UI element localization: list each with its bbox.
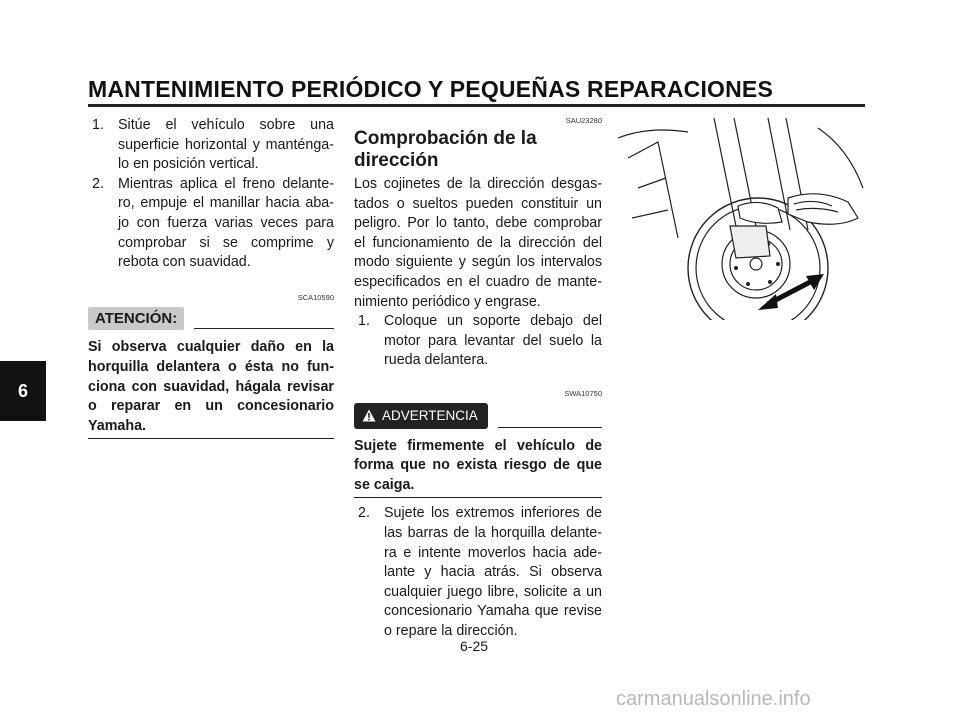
atencion-label: ATENCIÓN: xyxy=(88,307,184,331)
step-text: Coloque un soporte debajo del motor para levantar del suelo la rueda delantera. xyxy=(384,313,602,369)
notice-header-rule xyxy=(194,328,334,329)
warning-text: Sujete firmemente el vehículo de forma que no exista riesgo de que se caiga. xyxy=(354,437,602,493)
notice-text: Si observa cualquier daño en la horquilla delantera o ésta no fun-ciona con suavidad, hágala revisar o reparar en un concesionario Yamaha. xyxy=(88,339,334,434)
notice-header xyxy=(88,307,334,331)
advertencia-text: ADVERTENCIA xyxy=(382,407,478,423)
right-column xyxy=(354,116,602,641)
warning-header xyxy=(354,403,602,429)
list-item xyxy=(88,175,334,273)
step-number: 1. xyxy=(358,313,370,330)
section-intro: Los cojinetes de la dirección desgas-tados o sueltos pueden constituir un peligro. Por lo tanto, debe comprobar el funcionamiento de la dirección del modo siguiente y según los intervalos especificados en el cuadro de mante-nimiento periódico y engrase. xyxy=(354,176,602,310)
chapter-tab: 6 xyxy=(0,361,46,421)
page-number: 6-25 xyxy=(460,638,489,654)
left-column xyxy=(88,116,334,439)
step-number: 2. xyxy=(358,505,370,522)
step-number: 2. xyxy=(92,175,104,192)
warning-bottom-rule xyxy=(354,497,602,498)
list-item xyxy=(354,504,602,641)
notice-bottom-rule xyxy=(88,438,334,439)
warning-code: SWA10750 xyxy=(564,388,602,398)
warning-header-rule xyxy=(498,427,602,428)
watermark: carmanualsonline.info xyxy=(616,688,811,710)
header-divider xyxy=(88,104,865,107)
step-text: Mientras aplica el freno delante-ro, empuje el manillar hacia aba-jo con fuerza varias veces para comprobar si se comprime y rebota con suavidad. xyxy=(118,175,334,271)
section-title: Comprobación de la dirección xyxy=(354,128,537,171)
notice-code: SCA10590 xyxy=(297,292,334,302)
step-number: 1. xyxy=(92,117,104,133)
advertencia-label xyxy=(354,403,488,429)
front-fork-steering-check-illustration xyxy=(618,118,868,320)
list-item xyxy=(88,116,334,175)
step-text: Sujete los extremos inferiores de las barras de la horquilla delante-ra e intente moverlos hacia ade-lante y hacia atrás. Si observa cualquier juego libre, solicite a un concesionario Yamaha que revise o repare la dirección. xyxy=(384,505,602,639)
list-item xyxy=(354,312,602,371)
section-code: SAU23280 xyxy=(565,116,602,125)
page-header-title: MANTENIMIENTO PERIÓDICO Y PEQUEÑAS REPARACIONES xyxy=(88,76,774,102)
warning-triangle-icon xyxy=(362,409,376,422)
step-text: Sitúe el vehículo sobre una superficie horizontal y manténga-lo en posición vertical. xyxy=(118,117,334,173)
